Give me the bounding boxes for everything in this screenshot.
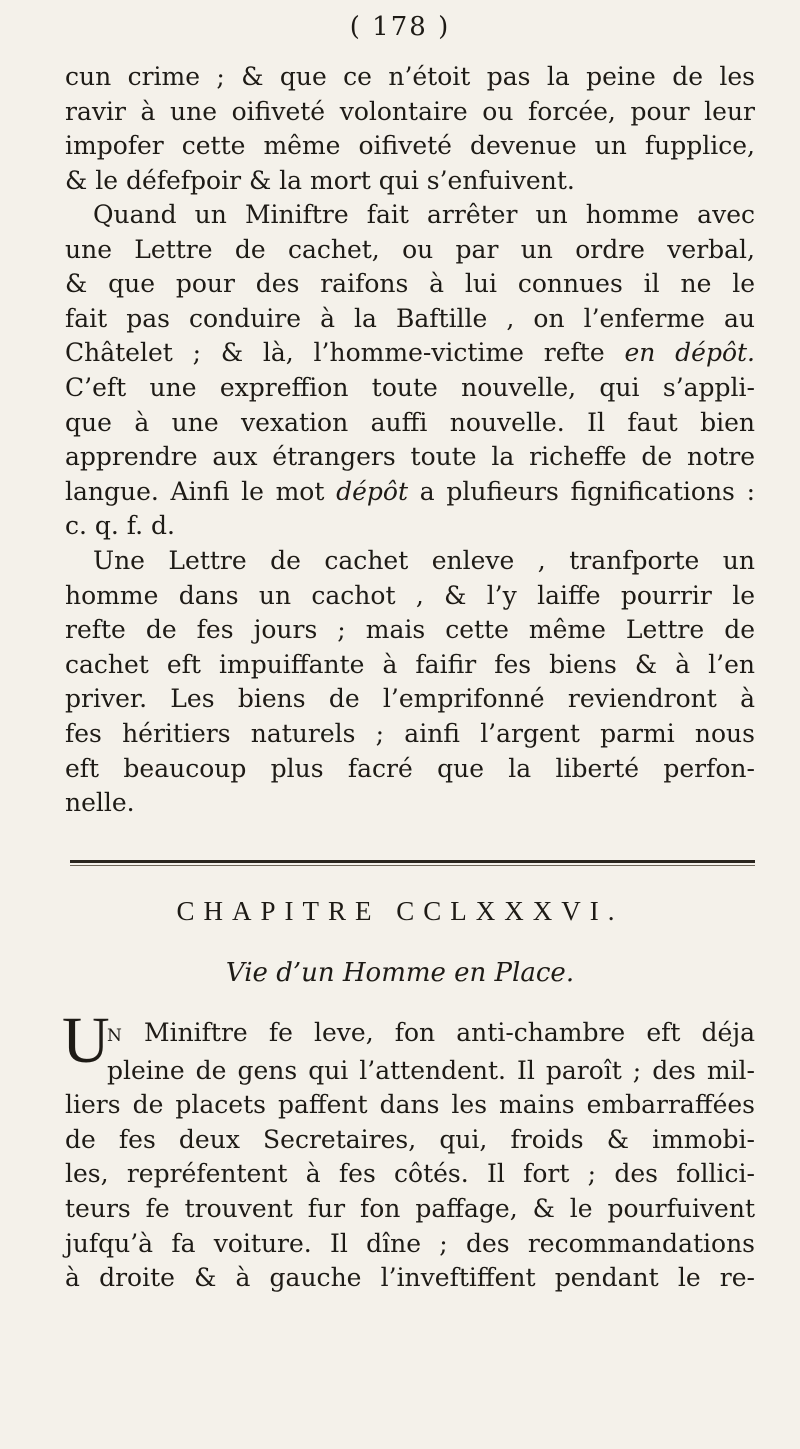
text-line: impofer cette même oifiveté devenue un fupplice, [65, 131, 755, 161]
paragraph-lettre-de-cachet [65, 198, 755, 544]
text-line: liers de placets paffent dans les mains embarraffées [65, 1090, 755, 1120]
drop-cap: U [62, 1004, 110, 1077]
chapter-subtitle: Vie d’un Homme en Place. [225, 958, 575, 988]
text-line: pleine de gens qui l’attendent. Il paroît ; des mil- [107, 1055, 755, 1085]
text-line: Quand un Miniftre fait arrêter un homme avec [93, 200, 755, 229]
text-line: C’eft une expreffion toute nouvelle, qui s’appli- [65, 372, 755, 402]
italic-phrase: en dépôt. [624, 338, 755, 368]
text-line: ravir à une oifiveté volontaire ou forcée, pour leur [65, 96, 755, 126]
text-line: à droite & à gauche l’inveftiffent pendant le re- [65, 1263, 755, 1293]
text-line: & le défefpoir & la mort qui s’enfuivent. [65, 165, 575, 195]
text-line: nelle. [65, 788, 135, 818]
text-line: apprendre aux étrangers toute la richeffe de notre [65, 442, 755, 472]
small-caps-rest: N [107, 1026, 123, 1046]
page-number: ( 178 ) [349, 12, 451, 42]
text-line: teurs fe trouvent fur fon paffage, & le pourfuivent [65, 1193, 755, 1223]
line-text: Châtelet ; & là, l’homme-victime refte [65, 338, 605, 368]
text-line: Une Lettre de cachet enleve , tranfporte un [93, 546, 755, 575]
text-line-with-italic [65, 336, 755, 371]
paragraph-biens [65, 544, 755, 821]
text-line: refte de fes jours ; mais cette même Lettre de [65, 615, 755, 645]
text-line: fes héritiers naturels ; ainfi l’argent parmi nous [65, 718, 755, 748]
text-line: & que pour des raifons à lui connues il ne le [65, 269, 755, 299]
chapter-heading: CHAPITRE CCLXXXVI. [176, 896, 624, 926]
paragraph-continuation [65, 60, 755, 198]
text-line: que à une vexation auffi nouvelle. Il faut bien [65, 407, 755, 437]
text-line: jufqu’à fa voiture. Il dîne ; des recommandations [65, 1228, 755, 1258]
text-line-first [65, 1016, 755, 1054]
text-line: les, repréfentent à fes côtés. Il fort ; des follici- [65, 1159, 755, 1189]
text-line: priver. Les biens de l’emprifonné reviendront à [65, 684, 755, 714]
text-line: de fes deux Secretaires, qui, froids & immobi- [65, 1124, 755, 1154]
italic-word: dépôt [336, 476, 409, 506]
text-line: cun crime ; & que ce n’étoit pas la peine de les [65, 62, 755, 91]
line-text: langue. Ainfi le mot [65, 476, 325, 506]
text-line: fait pas conduire à la Baftille , on l’enferme au [65, 303, 755, 333]
text-line: eft beaucoup plus facré que la liberté perfon- [65, 753, 755, 783]
chapter-paragraph [65, 1016, 755, 1296]
text-line: cachet eft impuiffante à faifir fes biens & à l’en [65, 649, 755, 679]
chapter-divider-rule-thin [70, 865, 755, 866]
chapter-divider-rule [70, 860, 755, 863]
text-line-with-italic [65, 475, 755, 510]
text-line: c. q. f. d. [65, 511, 175, 541]
text-line: une Lettre de cachet, ou par un ordre verbal, [65, 234, 755, 264]
line-text: a plufieurs fignifications : [408, 476, 756, 506]
text-line: homme dans un cachot , & l’y laiffe pourrir le [65, 580, 755, 610]
line-text: Miniftre fe leve, fon anti-chambre eft déja [122, 1018, 755, 1047]
